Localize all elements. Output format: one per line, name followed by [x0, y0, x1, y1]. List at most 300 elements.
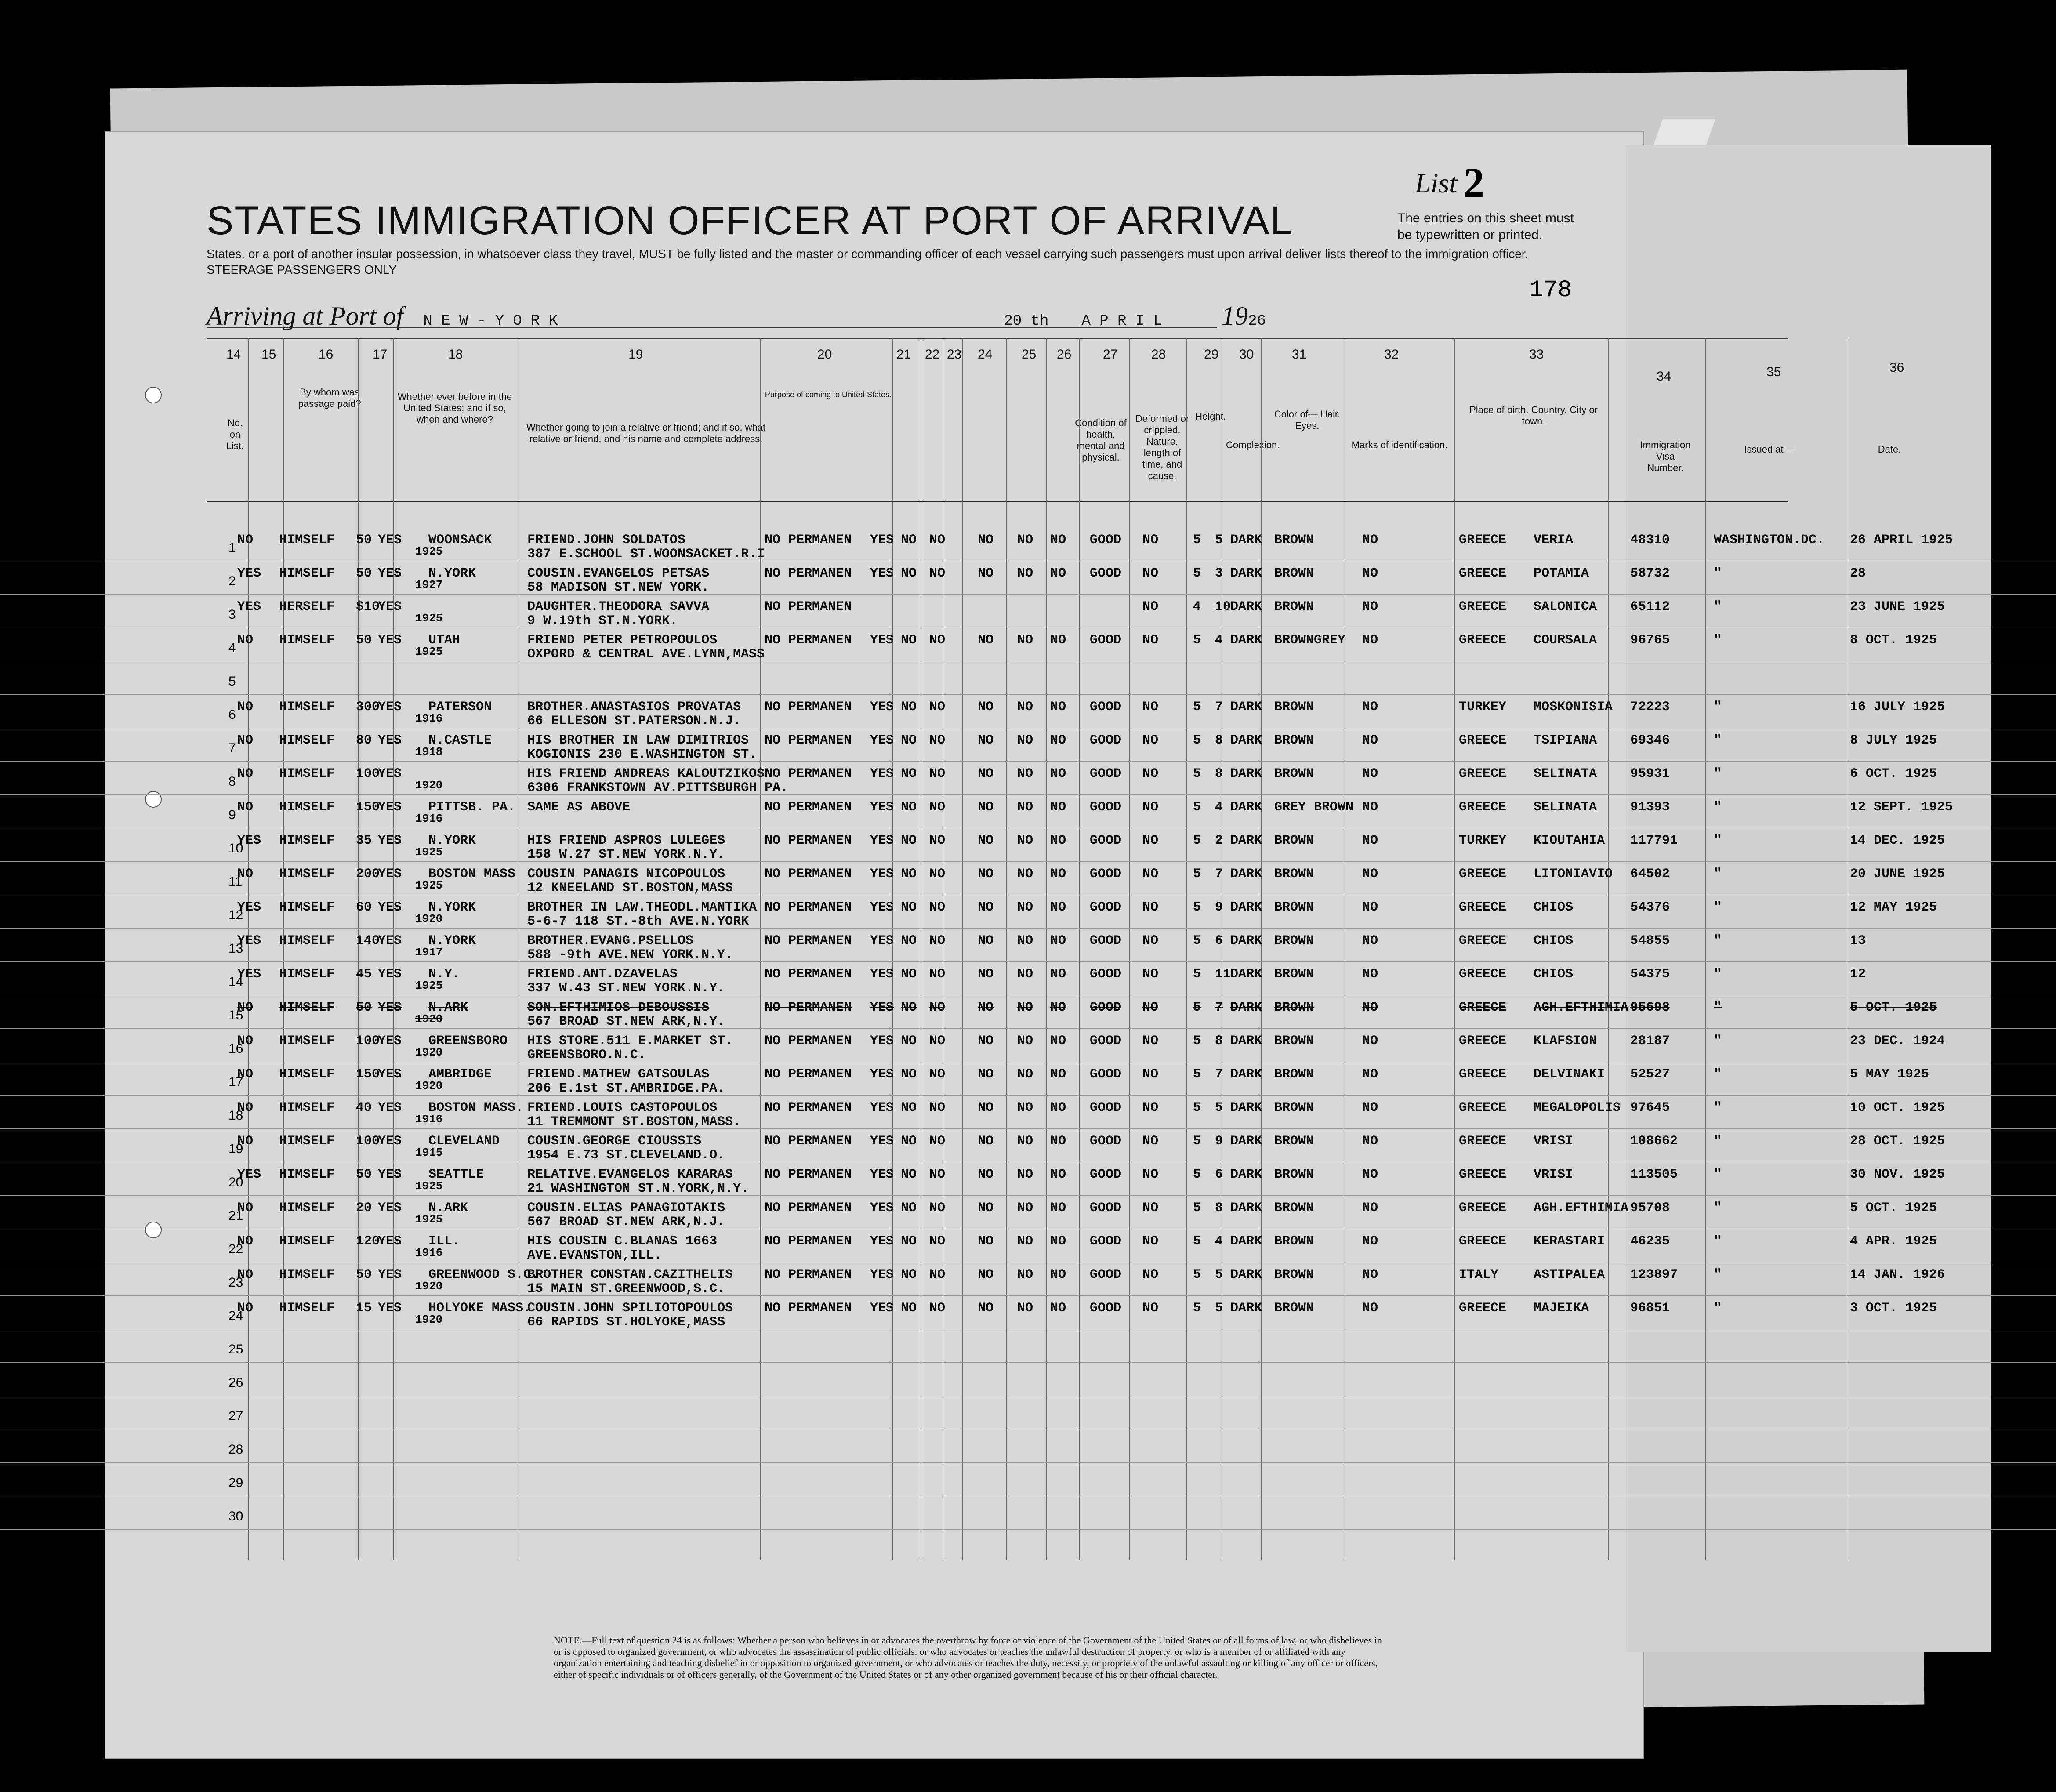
- cell-paid: HIMSELF: [279, 1067, 335, 1082]
- table-row: [0, 1396, 2056, 1429]
- cell-deformed: NO: [1142, 1167, 1159, 1182]
- cell-feet: 5: [1193, 1234, 1201, 1249]
- cell-join: BROTHER IN LAW.THEODL.MANTIKA: [527, 900, 757, 915]
- cell-inches: 8: [1215, 1201, 1223, 1215]
- cell-money: 80: [356, 733, 372, 748]
- cell-f22: NO: [901, 1134, 917, 1149]
- cell-health: GOOD: [1090, 700, 1122, 715]
- cell-purpose: NO PERMANEN: [765, 633, 852, 648]
- cell-visa: 108662: [1630, 1134, 1678, 1149]
- cell-where: WOONSACK: [428, 533, 492, 548]
- cell-f24: NO: [978, 1234, 994, 1249]
- cell-hair: BROWN: [1274, 1301, 1314, 1316]
- cell-f24: NO: [978, 933, 994, 948]
- cell-f25: NO: [1017, 1067, 1033, 1082]
- cell-before: YES: [378, 1034, 402, 1048]
- cell-before: YES: [378, 733, 402, 748]
- cell-f23: NO: [929, 733, 946, 748]
- cell-address: 12 KNEELAND ST.BOSTON,MASS: [527, 881, 733, 896]
- cell-issued: ": [1714, 1134, 1722, 1149]
- cell-country: GREECE: [1459, 1134, 1507, 1149]
- cell-city: SELINATA: [1534, 766, 1597, 781]
- cell-deformed: NO: [1142, 1000, 1159, 1015]
- cell-where: N.ARK: [428, 1000, 468, 1015]
- cell-purpose: NO PERMANEN: [765, 800, 852, 815]
- cell-issued: WASHINGTON.DC.: [1714, 533, 1825, 548]
- cell-inches: 3: [1215, 566, 1223, 581]
- cell-marks: NO: [1362, 1201, 1378, 1215]
- cell-before: YES: [378, 933, 402, 948]
- arrival-underline: [207, 327, 1217, 328]
- cell-city: VERIA: [1534, 533, 1574, 548]
- cell-f26: NO: [1050, 1134, 1066, 1149]
- cell-f23: NO: [929, 1167, 946, 1182]
- cell-issued: ": [1714, 566, 1722, 581]
- cell-f22: NO: [901, 766, 917, 781]
- cell-f24: NO: [978, 800, 994, 815]
- cell-f24: NO: [978, 633, 994, 648]
- cell-issued: ": [1714, 1000, 1722, 1015]
- cell-address: KOGIONIS 230 E.WASHINGTON ST.: [527, 747, 757, 762]
- cell-country: GREECE: [1459, 967, 1507, 982]
- row-number: 26: [228, 1375, 243, 1390]
- col-number: 29: [1204, 347, 1219, 362]
- cell-join: FRIEND.LOUIS CASTOPOULOS: [527, 1100, 718, 1115]
- cell-visa: 54375: [1630, 967, 1670, 982]
- cell-deformed: NO: [1142, 1234, 1159, 1249]
- cell-feet: 5: [1193, 1134, 1201, 1149]
- cell-year: 1915: [415, 1146, 443, 1159]
- cell-year: 1925: [415, 879, 443, 892]
- col-number: 35: [1766, 365, 1781, 379]
- cell-before: YES: [378, 1000, 402, 1015]
- cell-health: GOOD: [1090, 733, 1122, 748]
- cell-year: 1925: [415, 612, 443, 625]
- cell-country: GREECE: [1459, 1234, 1507, 1249]
- cell-f22: NO: [901, 1034, 917, 1048]
- row-number: 30: [228, 1509, 243, 1524]
- cell-date: 26 APRIL 1925: [1850, 533, 1953, 548]
- cell-issued: ": [1714, 1201, 1722, 1215]
- cell-marks: NO: [1362, 533, 1378, 548]
- cell-f25: NO: [1017, 933, 1033, 948]
- cell-f21: YES: [870, 867, 894, 881]
- cell-f21: YES: [870, 633, 894, 648]
- cell-feet: 5: [1193, 1100, 1201, 1115]
- cell-ticket: NO: [237, 1034, 254, 1048]
- cell-marks: NO: [1362, 1034, 1378, 1048]
- instruction-text: The entries on this sheet must be typewritten or printed.: [1397, 211, 1574, 242]
- cell-feet: 5: [1193, 1067, 1201, 1082]
- cell-date: 10 OCT. 1925: [1850, 1100, 1945, 1115]
- cell-city: VRISI: [1534, 1167, 1574, 1182]
- cell-inches: 4: [1215, 1234, 1223, 1249]
- cell-marks: NO: [1362, 1134, 1378, 1149]
- row-number: 3: [228, 607, 236, 622]
- cell-f23: NO: [929, 633, 946, 648]
- cell-ticket: YES: [237, 1167, 261, 1182]
- cell-country: GREECE: [1459, 599, 1507, 614]
- row-number: 2: [228, 574, 236, 588]
- cell-paid: HIMSELF: [279, 867, 335, 881]
- col-number: 36: [1889, 360, 1904, 375]
- cell-inches: 5: [1215, 1301, 1223, 1316]
- cell-paid: HIMSELF: [279, 700, 335, 715]
- table-row: [0, 928, 2056, 962]
- cell-health: GOOD: [1090, 566, 1122, 581]
- cell-date: 14 JAN. 1926: [1850, 1267, 1945, 1282]
- cell-f26: NO: [1050, 867, 1066, 881]
- cell-hair: BROWN: [1274, 766, 1314, 781]
- cell-marks: NO: [1362, 1100, 1378, 1115]
- cell-where: N.Y.: [428, 967, 461, 982]
- table-row: [0, 861, 2056, 895]
- row-number: 1: [228, 541, 236, 555]
- cell-feet: 5: [1193, 1267, 1201, 1282]
- cell-date: 30 NOV. 1925: [1850, 1167, 1945, 1182]
- cell-money: 50: [356, 633, 372, 648]
- row-number: 11: [228, 874, 243, 889]
- col-number: 27: [1103, 347, 1118, 362]
- cell-ticket: YES: [237, 833, 261, 848]
- cell-marks: NO: [1362, 900, 1378, 915]
- cell-where: N.YORK: [428, 566, 476, 581]
- cell-f26: NO: [1050, 1100, 1066, 1115]
- row-number: 9: [228, 808, 236, 822]
- col-number: 26: [1057, 347, 1072, 362]
- cell-hair: BROWN: [1274, 1167, 1314, 1182]
- cell-ticket: NO: [237, 733, 254, 748]
- cell-where: SEATTLE: [428, 1167, 484, 1182]
- cell-visa: 28187: [1630, 1034, 1670, 1048]
- cell-health: GOOD: [1090, 933, 1122, 948]
- cell-issued: ": [1714, 833, 1722, 848]
- cell-before: YES: [378, 1067, 402, 1082]
- cell-money: 100: [356, 1034, 380, 1048]
- cell-f23: NO: [929, 833, 946, 848]
- cell-purpose: NO PERMANEN: [765, 1100, 852, 1115]
- col-header: Immigration Visa Number.: [1640, 439, 1691, 473]
- cell-address: 206 E.1st ST.AMBRIDGE.PA.: [527, 1081, 725, 1096]
- cell-f22: NO: [901, 967, 917, 982]
- cell-f25: NO: [1017, 1267, 1033, 1282]
- cell-purpose: NO PERMANEN: [765, 1034, 852, 1048]
- cell-city: MAJEIKA: [1534, 1301, 1589, 1316]
- cell-f26: NO: [1050, 1000, 1066, 1015]
- cell-complexion: DARK: [1230, 700, 1262, 715]
- cell-address: 158 W.27 ST.NEW YORK.N.Y.: [527, 847, 725, 862]
- cell-country: GREECE: [1459, 566, 1507, 581]
- cell-f21: YES: [870, 766, 894, 781]
- cell-marks: NO: [1362, 566, 1378, 581]
- cell-join: COUSIN.ELIAS PANAGIOTAKIS: [527, 1201, 725, 1215]
- cell-address: AVE.EVANSTON,ILL.: [527, 1248, 662, 1263]
- cell-inches: 9: [1215, 900, 1223, 915]
- cell-issued: ": [1714, 900, 1722, 915]
- cell-inches: 8: [1215, 766, 1223, 781]
- list-label: List: [1415, 167, 1458, 199]
- cell-join: HIS STORE.511 E.MARKET ST.: [527, 1034, 733, 1048]
- cell-f26: NO: [1050, 833, 1066, 848]
- cell-health: GOOD: [1090, 1234, 1122, 1249]
- cell-paid: HIMSELF: [279, 1167, 335, 1182]
- cell-where: N.ARK: [428, 1201, 468, 1215]
- cell-before: YES: [378, 967, 402, 982]
- cell-where: UTAH: [428, 633, 461, 648]
- cell-complexion: DARK: [1230, 1234, 1262, 1249]
- cell-f22: NO: [901, 800, 917, 815]
- col-number: 34: [1657, 369, 1672, 384]
- cell-issued: ": [1714, 700, 1722, 715]
- cell-f22: NO: [901, 1167, 917, 1182]
- cell-join: SON.EFTHIMIOS DEBOUSSIS: [527, 1000, 710, 1015]
- cell-f21: YES: [870, 533, 894, 548]
- cell-paid: HIMSELF: [279, 900, 335, 915]
- cell-hair: BROWN: [1274, 1100, 1314, 1115]
- cell-f22: NO: [901, 1234, 917, 1249]
- cell-ticket: NO: [237, 1234, 254, 1249]
- cell-year: 1925: [415, 1179, 443, 1193]
- cell-money: 120: [356, 1234, 380, 1249]
- cell-complexion: DARK: [1230, 800, 1262, 815]
- cell-paid: HIMSELF: [279, 1301, 335, 1316]
- cell-f22: NO: [901, 533, 917, 548]
- col-number: 16: [319, 347, 334, 362]
- cell-city: MEGALOPOLIS: [1534, 1100, 1621, 1115]
- cell-ticket: NO: [237, 533, 254, 548]
- row-number: 28: [228, 1442, 243, 1457]
- row-number: 14: [228, 975, 243, 989]
- cell-deformed: NO: [1142, 700, 1159, 715]
- header-rule-top: [207, 338, 1788, 339]
- table-row: [0, 761, 2056, 795]
- cell-join: COUSIN.JOHN SPILIOTOPOULOS: [527, 1301, 733, 1316]
- cell-money: 150: [356, 1067, 380, 1082]
- cell-visa: 95708: [1630, 1201, 1670, 1215]
- cell-f26: NO: [1050, 700, 1066, 715]
- row-number: 17: [228, 1075, 243, 1089]
- cell-ticket: YES: [237, 933, 261, 948]
- cell-feet: 5: [1193, 566, 1201, 581]
- cell-before: YES: [378, 766, 402, 781]
- cell-city: TSIPIANA: [1534, 733, 1597, 748]
- cell-country: GREECE: [1459, 1067, 1507, 1082]
- cell-f23: NO: [929, 766, 946, 781]
- table-row: [0, 1429, 2056, 1463]
- cell-visa: 97645: [1630, 1100, 1670, 1115]
- cell-f24: NO: [978, 1301, 994, 1316]
- cell-issued: ": [1714, 1034, 1722, 1048]
- cell-year: 1925: [415, 1213, 443, 1226]
- cell-marks: NO: [1362, 1234, 1378, 1249]
- cell-purpose: NO PERMANEN: [765, 933, 852, 948]
- cell-city: LITONIAVIO: [1534, 867, 1613, 881]
- col-number: 25: [1022, 347, 1037, 362]
- cell-join: SAME AS ABOVE: [527, 800, 631, 815]
- cell-feet: 5: [1193, 800, 1201, 815]
- cell-f22: NO: [901, 867, 917, 881]
- cell-date: 5 OCT. 1925: [1850, 1000, 1937, 1015]
- cell-f21: YES: [870, 1167, 894, 1182]
- cell-city: DELVINAKI: [1534, 1067, 1605, 1082]
- cell-year: 1920: [415, 779, 443, 792]
- cell-deformed: NO: [1142, 766, 1159, 781]
- cell-visa: 52527: [1630, 1067, 1670, 1082]
- cell-date: 12: [1850, 967, 1866, 982]
- cell-f22: NO: [901, 1267, 917, 1282]
- cell-inches: 11: [1215, 967, 1231, 982]
- cell-eyes: BROWN: [1314, 800, 1354, 815]
- cell-paid: HIMSELF: [279, 1034, 335, 1048]
- cell-inches: 7: [1215, 1067, 1223, 1082]
- cell-deformed: NO: [1142, 633, 1159, 648]
- cell-deformed: NO: [1142, 867, 1159, 881]
- cell-inches: 7: [1215, 1000, 1223, 1015]
- cell-f25: NO: [1017, 833, 1033, 848]
- cell-visa: 54376: [1630, 900, 1670, 915]
- cell-ticket: NO: [237, 1267, 254, 1282]
- cell-paid: HIMSELF: [279, 800, 335, 815]
- cell-year: 1916: [415, 812, 443, 825]
- cell-f25: NO: [1017, 900, 1033, 915]
- cell-address: 1954 E.73 ST.CLEVELAND.O.: [527, 1148, 725, 1163]
- cell-inches: 9: [1215, 1134, 1223, 1149]
- row-number: 21: [228, 1208, 243, 1223]
- cell-f26: NO: [1050, 967, 1066, 982]
- cell-visa: 72223: [1630, 700, 1670, 715]
- cell-before: YES: [378, 566, 402, 581]
- cell-city: VRISI: [1534, 1134, 1574, 1149]
- cell-year: 1925: [415, 645, 443, 658]
- cell-purpose: NO PERMANEN: [765, 967, 852, 982]
- cell-marks: NO: [1362, 933, 1378, 948]
- cell-health: GOOD: [1090, 1301, 1122, 1316]
- cell-money: 140: [356, 933, 380, 948]
- cell-f26: NO: [1050, 1301, 1066, 1316]
- cell-date: 28 OCT. 1925: [1850, 1134, 1945, 1149]
- cell-f25: NO: [1017, 1167, 1033, 1182]
- cell-feet: 5: [1193, 967, 1201, 982]
- cell-f23: NO: [929, 1267, 946, 1282]
- cell-f26: NO: [1050, 766, 1066, 781]
- cell-date: 13: [1850, 933, 1866, 948]
- cell-feet: 5: [1193, 700, 1201, 715]
- row-number: 15: [228, 1008, 243, 1023]
- cell-inches: 4: [1215, 633, 1223, 648]
- cell-f26: NO: [1050, 566, 1066, 581]
- cell-feet: 5: [1193, 533, 1201, 548]
- row-number: 24: [228, 1309, 243, 1323]
- cell-visa: 95698: [1630, 1000, 1670, 1015]
- cell-f23: NO: [929, 800, 946, 815]
- cell-issued: ": [1714, 1301, 1722, 1316]
- col-header: Purpose of coming to United States.: [765, 390, 892, 399]
- cell-where: N.YORK: [428, 900, 476, 915]
- cell-health: GOOD: [1090, 1201, 1122, 1215]
- cell-country: GREECE: [1459, 1034, 1507, 1048]
- cell-before: YES: [378, 1134, 402, 1149]
- row-number: 27: [228, 1409, 243, 1423]
- cell-paid: HIMSELF: [279, 733, 335, 748]
- cell-purpose: NO PERMANEN: [765, 833, 852, 848]
- cell-paid: HIMSELF: [279, 566, 335, 581]
- col-number: 20: [817, 347, 832, 362]
- cell-year: 1920: [415, 912, 443, 925]
- cell-marks: NO: [1362, 733, 1378, 748]
- table-row: [0, 1028, 2056, 1062]
- cell-feet: 5: [1193, 933, 1201, 948]
- cell-where: GREENWOOD S.C.: [428, 1267, 540, 1282]
- col-header: Marks of identification.: [1351, 439, 1448, 450]
- cell-date: 12 SEPT. 1925: [1850, 800, 1953, 815]
- cell-money: 150: [356, 800, 380, 815]
- cell-where: PITTSB. PA.: [428, 800, 516, 815]
- cell-join: BROTHER.EVANG.PSELLOS: [527, 933, 694, 948]
- cell-f24: NO: [978, 867, 994, 881]
- cell-purpose: NO PERMANEN: [765, 566, 852, 581]
- cell-visa: 48310: [1630, 533, 1670, 548]
- cell-f22: NO: [901, 1067, 917, 1082]
- cell-f24: NO: [978, 1267, 994, 1282]
- cell-join: COUSIN.GEORGE CIOUSSIS: [527, 1134, 702, 1149]
- page-number: 178: [1529, 277, 1572, 304]
- cell-f23: NO: [929, 933, 946, 948]
- cell-issued: ": [1714, 766, 1722, 781]
- cell-paid: HIMSELF: [279, 1134, 335, 1149]
- cell-inches: 6: [1215, 933, 1223, 948]
- cell-f22: NO: [901, 900, 917, 915]
- cell-issued: ": [1714, 1167, 1722, 1182]
- cell-country: GREECE: [1459, 900, 1507, 915]
- cell-paid: HIMSELF: [279, 1100, 335, 1115]
- cell-f25: NO: [1017, 1301, 1033, 1316]
- manifest-title: STATES IMMIGRATION OFFICER AT PORT OF ARRIVAL: [207, 198, 1294, 243]
- cell-complexion: DARK: [1230, 933, 1262, 948]
- cell-visa: 65112: [1630, 599, 1670, 614]
- cell-money: 35: [356, 833, 372, 848]
- table-row: [0, 628, 2056, 661]
- cell-visa: 64502: [1630, 867, 1670, 881]
- cell-hair: BROWN: [1274, 1034, 1314, 1048]
- table-row: [0, 594, 2056, 628]
- cell-where: PATERSON: [428, 700, 492, 715]
- cell-f26: NO: [1050, 800, 1066, 815]
- cell-f25: NO: [1017, 766, 1033, 781]
- cell-f21: YES: [870, 1000, 894, 1015]
- cell-where: N.CASTLE: [428, 733, 492, 748]
- cell-money: 20: [356, 1201, 372, 1215]
- col-header: Issued at—: [1744, 444, 1793, 455]
- cell-before: YES: [378, 1201, 402, 1215]
- cell-f21: YES: [870, 1100, 894, 1115]
- cell-deformed: NO: [1142, 967, 1159, 982]
- cell-f24: NO: [978, 766, 994, 781]
- cell-visa: 46235: [1630, 1234, 1670, 1249]
- cell-hair: BROWN: [1274, 1234, 1314, 1249]
- cell-feet: 5: [1193, 1034, 1201, 1048]
- cell-join: FRIEND PETER PETROPOULOS: [527, 633, 718, 648]
- cell-health: GOOD: [1090, 1000, 1122, 1015]
- cell-address: 337 W.43 ST.NEW YORK.N.Y.: [527, 981, 725, 996]
- cell-before: YES: [378, 1234, 402, 1249]
- cell-country: GREECE: [1459, 633, 1507, 648]
- cell-ticket: NO: [237, 1134, 254, 1149]
- cell-ticket: YES: [237, 967, 261, 982]
- cell-join: FRIEND.JOHN SOLDATOS: [527, 533, 686, 548]
- cell-f22: NO: [901, 833, 917, 848]
- cell-date: 5 MAY 1925: [1850, 1067, 1929, 1082]
- cell-f25: NO: [1017, 1000, 1033, 1015]
